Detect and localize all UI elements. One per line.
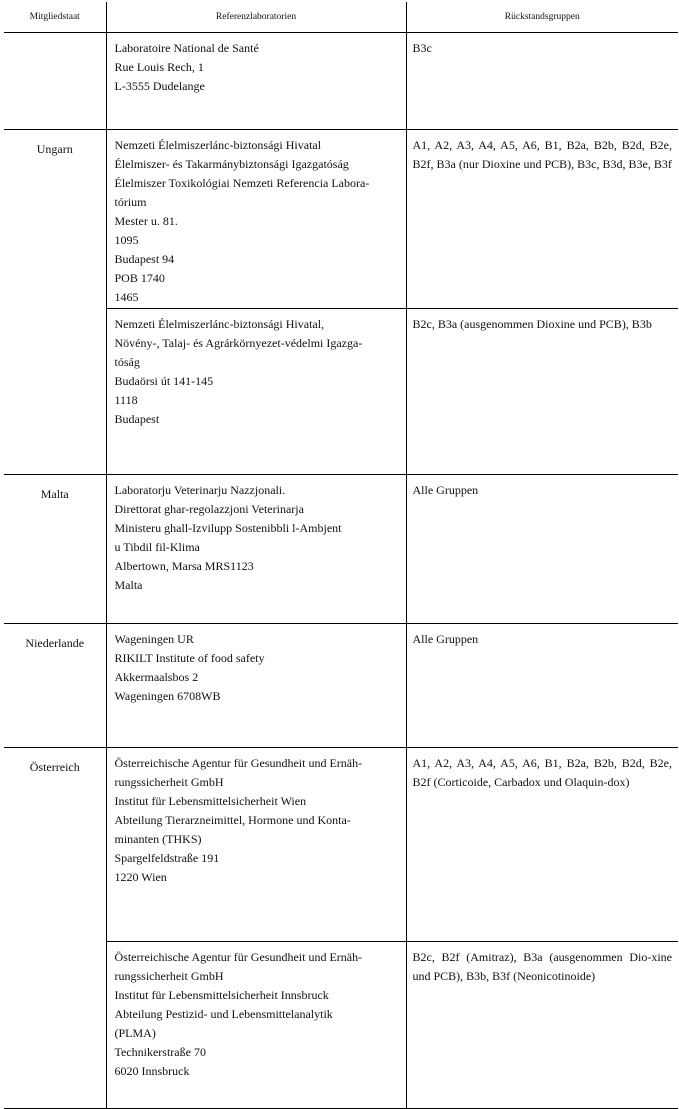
laboratory-line: Mester u. 81. (114, 214, 178, 228)
member-state-cell (4, 308, 106, 475)
laboratory-line: Institut für Lebensmittelsicherheit Wien (114, 794, 307, 808)
member-state-cell: Österreich (29, 760, 80, 774)
laboratory-line: Nemzeti Élelmiszerlánc-biztonsági Hivatal (114, 138, 322, 152)
residue-groups-cell: Alle Gruppen (406, 475, 678, 624)
residue-groups-cell: B3c (406, 33, 678, 130)
table-row (4, 308, 678, 475)
laboratory-cell (106, 941, 406, 1109)
laboratory-line: (PLMA) (114, 1025, 156, 1040)
residue-groups-cell: A1, A2, A3, A4, A5, A6, B1, B2a, B2b, B2d, B2e, B2f, B3a (nur Dioxine und PCB), B3c, B3d, B3e, B3f (406, 130, 678, 309)
laboratory-line: rungssicherheit GmbH (114, 775, 224, 789)
header-member-state: Mitgliedstaat (4, 2, 106, 33)
laboratory-line: Növény-, Talaj- és Agrárkörnyezet-védelmi Igazga- (114, 335, 363, 350)
laboratory-cell (106, 130, 406, 309)
laboratory-line: Wageningen UR (114, 632, 194, 646)
laboratory-line: tóság (114, 354, 140, 369)
table-header-row (4, 2, 678, 33)
table-row (4, 624, 678, 748)
table-row (4, 941, 678, 1109)
laboratory-cell (106, 748, 406, 942)
member-state-cell: Ungarn (36, 142, 73, 156)
laboratory-line: Nemzeti Élelmiszerlánc-biztonsági Hivatal, (114, 316, 325, 331)
laboratory-line: Malta (114, 578, 143, 592)
laboratory-line: Spargelfeldstraße 191 (114, 851, 220, 865)
laboratory-line: L-3555 Dudelange (114, 79, 205, 93)
header-reference-laboratories: Referenzlaboratorien (106, 2, 406, 33)
residue-groups-cell: Alle Gruppen (406, 624, 678, 748)
laboratory-line: minanten (THKS) (114, 832, 202, 846)
laboratory-line: 1118 (114, 392, 138, 407)
laboratory-line: Laboratorju Veterinarju Nazzjonali. (114, 483, 286, 497)
laboratory-line: 1220 Wien (114, 870, 167, 884)
laboratory-line: tórium (114, 195, 147, 209)
member-state-cell: Niederlande (4, 624, 106, 748)
laboratory-line: rungssicherheit GmbH (114, 968, 224, 983)
table-row (4, 748, 678, 942)
laboratory-line: Direttorat ghar-regolazzjoni Veterinarja (114, 502, 304, 516)
laboratory-line: Österreichische Agentur für Gesundheit und Ernäh- (114, 756, 363, 770)
laboratory-line: Élelmiszer Toxikológiai Nemzeti Referencia Labora- (114, 176, 370, 190)
header-residue-groups: Rückstandsgruppen (406, 2, 678, 33)
laboratory-line: Abteilung Tierarzneimittel, Hormone und Konta- (114, 813, 351, 827)
laboratory-cell (106, 33, 406, 130)
member-state-cell (4, 33, 106, 130)
table-row (4, 130, 678, 309)
laboratory-line: Budaörsi út 141-145 (114, 373, 214, 388)
laboratory-line: 6020 Innsbruck (114, 1063, 190, 1078)
reference-laboratories-table (4, 2, 678, 1109)
table-row (4, 475, 678, 624)
laboratory-cell (106, 475, 406, 624)
laboratory-line: 1095 (114, 233, 139, 247)
laboratory-line: u Tibdil fil-Klima (114, 540, 200, 554)
laboratory-line: Österreichische Agentur für Gesundheit und Ernäh- (114, 949, 363, 964)
laboratory-line: Rue Louis Rech, 1 (114, 60, 204, 74)
laboratory-line: Abteilung Pestizid- und Lebensmittelanalytik (114, 1006, 333, 1021)
table-row (4, 33, 678, 130)
laboratory-line: Akkermaalsbos 2 (114, 670, 199, 684)
laboratory-line: Laboratoire National de Santé (114, 41, 259, 55)
laboratory-cell (106, 308, 406, 475)
laboratory-line: RIKILT Institute of food safety (114, 651, 265, 665)
laboratory-line: Institut für Lebensmittelsicherheit Innsbruck (114, 987, 329, 1002)
member-state-cell: Malta (4, 475, 106, 624)
laboratory-line: POB 1740 (114, 271, 165, 285)
laboratory-line: Wageningen 6708WB (114, 689, 221, 703)
laboratory-line: Budapest 94 (114, 252, 175, 266)
residue-groups-cell: B2c, B2f (Amitraz), B3a (ausgenommen Dio-xine und PCB), B3b, B3f (Neonicotinoide) (406, 941, 678, 1109)
member-state-cell (4, 941, 106, 1109)
laboratory-cell (106, 624, 406, 748)
laboratory-line: Albertown, Marsa MRS1123 (114, 559, 254, 573)
laboratory-line: Ministeru ghall-Izvilupp Sostenibbli l-Ambjent (114, 521, 342, 535)
residue-groups-cell: A1, A2, A3, A4, A5, A6, B1, B2a, B2b, B2d, B2e, B2f (Corticoide, Carbadox und Olaquin-dox) (406, 748, 678, 942)
laboratory-line: Budapest (114, 411, 160, 426)
laboratory-line: 1465 (114, 290, 139, 304)
laboratory-line: Élelmiszer- és Takarmánybiztonsági Igazgatóság (114, 157, 349, 171)
residue-groups-cell: B2c, B3a (ausgenommen Dioxine und PCB), B3b (406, 308, 678, 475)
laboratory-line: Technikerstraße 70 (114, 1044, 206, 1059)
